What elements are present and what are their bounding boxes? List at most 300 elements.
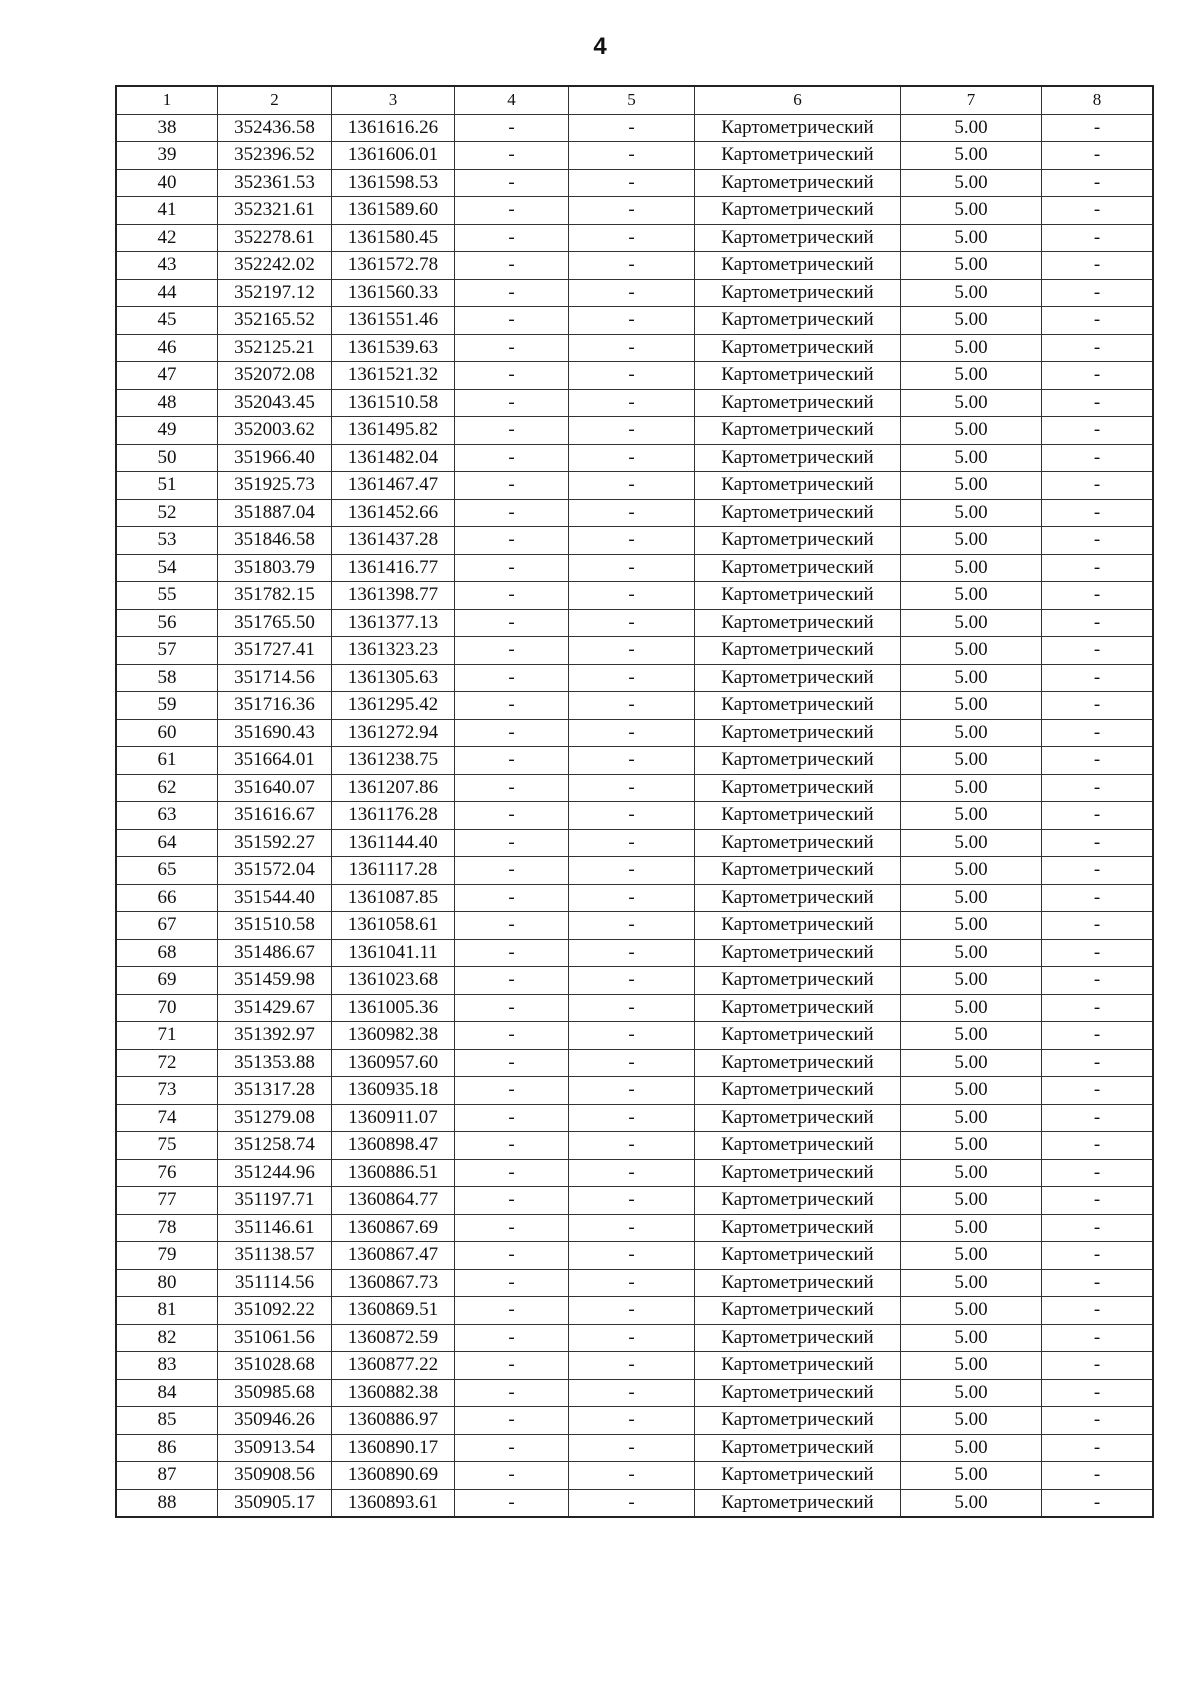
table-cell-col-5: - [569, 527, 695, 555]
table-cell-col-1: 62 [116, 774, 218, 802]
table-row [116, 307, 1153, 335]
table-row [116, 334, 1153, 362]
table-cell-col-8: - [1042, 1077, 1154, 1105]
table-cell-col-5: - [569, 334, 695, 362]
table-cell-col-7: 5.00 [901, 362, 1042, 390]
table-cell-col-2: 350905.17 [218, 1489, 332, 1517]
column-header-8: 8 [1042, 86, 1154, 114]
table-cell-col-4: - [455, 857, 569, 885]
table-cell-col-5: - [569, 1104, 695, 1132]
table-cell-col-7: 5.00 [901, 802, 1042, 830]
table-cell-col-1: 54 [116, 554, 218, 582]
table-cell-col-7: 5.00 [901, 1434, 1042, 1462]
table-cell-col-4: - [455, 1077, 569, 1105]
table-cell-col-6: Картометрический [695, 692, 901, 720]
table-cell-col-3: 1361117.28 [332, 857, 455, 885]
table-cell-col-8: - [1042, 444, 1154, 472]
table-cell-col-4: - [455, 719, 569, 747]
table-cell-col-3: 1360867.73 [332, 1269, 455, 1297]
table-cell-col-2: 351966.40 [218, 444, 332, 472]
table-cell-col-7: 5.00 [901, 939, 1042, 967]
table-cell-col-4: - [455, 1462, 569, 1490]
table-cell-col-7: 5.00 [901, 389, 1042, 417]
table-cell-col-8: - [1042, 362, 1154, 390]
table-cell-col-7: 5.00 [901, 1489, 1042, 1517]
table-row [116, 967, 1153, 995]
table-row [116, 389, 1153, 417]
table-cell-col-5: - [569, 417, 695, 445]
table-cell-col-3: 1361005.36 [332, 994, 455, 1022]
table-cell-col-5: - [569, 912, 695, 940]
table-cell-col-5: - [569, 884, 695, 912]
table-cell-col-5: - [569, 719, 695, 747]
table-cell-col-6: Картометрический [695, 857, 901, 885]
table-cell-col-1: 57 [116, 637, 218, 665]
table-cell-col-5: - [569, 1462, 695, 1490]
column-header-2: 2 [218, 86, 332, 114]
table-row [116, 884, 1153, 912]
table-cell-col-7: 5.00 [901, 417, 1042, 445]
table-cell-col-6: Картометрический [695, 1187, 901, 1215]
table-cell-col-1: 44 [116, 279, 218, 307]
table-cell-col-1: 66 [116, 884, 218, 912]
table-row [116, 197, 1153, 225]
table-cell-col-6: Картометрический [695, 1379, 901, 1407]
table-cell-col-8: - [1042, 774, 1154, 802]
table-cell-col-7: 5.00 [901, 747, 1042, 775]
table-cell-col-4: - [455, 1407, 569, 1435]
table-cell-col-4: - [455, 1159, 569, 1187]
table-cell-col-2: 351925.73 [218, 472, 332, 500]
table-row [116, 1489, 1153, 1517]
table-row [116, 252, 1153, 280]
table-cell-col-7: 5.00 [901, 527, 1042, 555]
table-cell-col-4: - [455, 1434, 569, 1462]
table-cell-col-3: 1361058.61 [332, 912, 455, 940]
table-cell-col-3: 1360869.51 [332, 1297, 455, 1325]
table-row [116, 472, 1153, 500]
table-row [116, 417, 1153, 445]
table-cell-col-1: 61 [116, 747, 218, 775]
table-cell-col-4: - [455, 224, 569, 252]
table-cell-col-8: - [1042, 912, 1154, 940]
table-row [116, 774, 1153, 802]
table-cell-col-3: 1361041.11 [332, 939, 455, 967]
table-cell-col-5: - [569, 554, 695, 582]
table-row [116, 637, 1153, 665]
table-cell-col-5: - [569, 1352, 695, 1380]
table-row [116, 1104, 1153, 1132]
table-cell-col-8: - [1042, 169, 1154, 197]
table-cell-col-3: 1361598.53 [332, 169, 455, 197]
table-cell-col-3: 1361377.13 [332, 609, 455, 637]
table-cell-col-3: 1361295.42 [332, 692, 455, 720]
table-cell-col-1: 49 [116, 417, 218, 445]
table-row [116, 1022, 1153, 1050]
table-cell-col-3: 1361323.23 [332, 637, 455, 665]
table-cell-col-8: - [1042, 1242, 1154, 1270]
table-cell-col-1: 47 [116, 362, 218, 390]
table-cell-col-4: - [455, 994, 569, 1022]
table-cell-col-3: 1360867.47 [332, 1242, 455, 1270]
table-cell-col-5: - [569, 1297, 695, 1325]
table-cell-col-7: 5.00 [901, 1132, 1042, 1160]
table-row [116, 829, 1153, 857]
table-cell-col-3: 1360982.38 [332, 1022, 455, 1050]
table-cell-col-6: Картометрический [695, 362, 901, 390]
table-cell-col-8: - [1042, 1132, 1154, 1160]
table-cell-col-3: 1360893.61 [332, 1489, 455, 1517]
table-cell-col-6: Картометрический [695, 582, 901, 610]
table-row [116, 1159, 1153, 1187]
table-cell-col-6: Картометрический [695, 1407, 901, 1435]
table-cell-col-3: 1361207.86 [332, 774, 455, 802]
table-cell-col-6: Картометрический [695, 499, 901, 527]
table-cell-col-2: 350946.26 [218, 1407, 332, 1435]
table-cell-col-4: - [455, 1242, 569, 1270]
table-cell-col-3: 1361023.68 [332, 967, 455, 995]
table-cell-col-8: - [1042, 939, 1154, 967]
table-cell-col-7: 5.00 [901, 1022, 1042, 1050]
table-cell-col-3: 1361589.60 [332, 197, 455, 225]
table-cell-col-6: Картометрический [695, 664, 901, 692]
table-cell-col-8: - [1042, 1159, 1154, 1187]
table-cell-col-3: 1361238.75 [332, 747, 455, 775]
table-row [116, 1049, 1153, 1077]
table-cell-col-2: 351197.71 [218, 1187, 332, 1215]
table-cell-col-4: - [455, 747, 569, 775]
table-cell-col-4: - [455, 307, 569, 335]
table-cell-col-6: Картометрический [695, 1324, 901, 1352]
table-cell-col-1: 56 [116, 609, 218, 637]
table-cell-col-8: - [1042, 664, 1154, 692]
table-cell-col-5: - [569, 994, 695, 1022]
table-cell-col-5: - [569, 1077, 695, 1105]
table-cell-col-2: 352242.02 [218, 252, 332, 280]
table-cell-col-4: - [455, 417, 569, 445]
table-cell-col-4: - [455, 829, 569, 857]
table-cell-col-6: Картометрический [695, 939, 901, 967]
table-row [116, 499, 1153, 527]
table-row [116, 444, 1153, 472]
table-cell-col-7: 5.00 [901, 1159, 1042, 1187]
table-cell-col-6: Картометрический [695, 1489, 901, 1517]
table-cell-col-4: - [455, 252, 569, 280]
table-cell-col-7: 5.00 [901, 609, 1042, 637]
table-cell-col-8: - [1042, 389, 1154, 417]
table-cell-col-1: 87 [116, 1462, 218, 1490]
table-cell-col-7: 5.00 [901, 224, 1042, 252]
table-cell-col-6: Картометрический [695, 224, 901, 252]
table-cell-col-3: 1360890.17 [332, 1434, 455, 1462]
table-cell-col-3: 1360872.59 [332, 1324, 455, 1352]
table-cell-col-4: - [455, 389, 569, 417]
table-cell-col-5: - [569, 774, 695, 802]
table-cell-col-8: - [1042, 967, 1154, 995]
table-cell-col-4: - [455, 499, 569, 527]
table-cell-col-4: - [455, 114, 569, 142]
table-cell-col-3: 1361539.63 [332, 334, 455, 362]
table-cell-col-2: 350985.68 [218, 1379, 332, 1407]
table-cell-col-5: - [569, 857, 695, 885]
table-cell-col-6: Картометрический [695, 444, 901, 472]
table-cell-col-1: 85 [116, 1407, 218, 1435]
table-cell-col-8: - [1042, 1214, 1154, 1242]
table-row [116, 362, 1153, 390]
table-cell-col-4: - [455, 1324, 569, 1352]
table-cell-col-7: 5.00 [901, 664, 1042, 692]
table-cell-col-4: - [455, 1352, 569, 1380]
table-cell-col-2: 351028.68 [218, 1352, 332, 1380]
table-cell-col-2: 351244.96 [218, 1159, 332, 1187]
table-row [116, 1379, 1153, 1407]
table-cell-col-8: - [1042, 1379, 1154, 1407]
table-cell-col-5: - [569, 747, 695, 775]
table-cell-col-5: - [569, 389, 695, 417]
table-cell-col-6: Картометрический [695, 1077, 901, 1105]
table-cell-col-3: 1360867.69 [332, 1214, 455, 1242]
table-cell-col-1: 42 [116, 224, 218, 252]
table-cell-col-1: 86 [116, 1434, 218, 1462]
table-cell-col-2: 351353.88 [218, 1049, 332, 1077]
table-cell-col-2: 352043.45 [218, 389, 332, 417]
table-header-row [116, 86, 1153, 114]
table-cell-col-5: - [569, 1132, 695, 1160]
table-cell-col-8: - [1042, 1104, 1154, 1132]
table-row [116, 224, 1153, 252]
coordinates-table [115, 85, 1154, 1518]
table-cell-col-7: 5.00 [901, 334, 1042, 362]
table-cell-col-3: 1361616.26 [332, 114, 455, 142]
table-cell-col-8: - [1042, 334, 1154, 362]
table-cell-col-8: - [1042, 1187, 1154, 1215]
table-cell-col-1: 46 [116, 334, 218, 362]
table-cell-col-6: Картометрический [695, 1352, 901, 1380]
table-row [116, 554, 1153, 582]
table-cell-col-6: Картометрический [695, 1242, 901, 1270]
table-cell-col-7: 5.00 [901, 1104, 1042, 1132]
table-cell-col-5: - [569, 829, 695, 857]
table-cell-col-7: 5.00 [901, 1379, 1042, 1407]
table-cell-col-7: 5.00 [901, 994, 1042, 1022]
table-cell-col-1: 70 [116, 994, 218, 1022]
table-cell-col-8: - [1042, 142, 1154, 170]
table-cell-col-2: 352396.52 [218, 142, 332, 170]
table-cell-col-4: - [455, 637, 569, 665]
table-cell-col-7: 5.00 [901, 692, 1042, 720]
table-cell-col-4: - [455, 472, 569, 500]
table-cell-col-6: Картометрический [695, 1049, 901, 1077]
table-cell-col-1: 75 [116, 1132, 218, 1160]
table-row [116, 169, 1153, 197]
table-cell-col-3: 1361572.78 [332, 252, 455, 280]
table-row [116, 1434, 1153, 1462]
table-cell-col-3: 1360957.60 [332, 1049, 455, 1077]
table-cell-col-1: 59 [116, 692, 218, 720]
table-cell-col-7: 5.00 [901, 1324, 1042, 1352]
table-cell-col-3: 1360886.51 [332, 1159, 455, 1187]
table-cell-col-7: 5.00 [901, 1462, 1042, 1490]
table-cell-col-5: - [569, 1187, 695, 1215]
table-cell-col-6: Картометрический [695, 829, 901, 857]
table-cell-col-2: 351887.04 [218, 499, 332, 527]
table-cell-col-3: 1360898.47 [332, 1132, 455, 1160]
table-cell-col-5: - [569, 802, 695, 830]
column-header-4: 4 [455, 86, 569, 114]
table-cell-col-5: - [569, 1407, 695, 1435]
table-cell-col-5: - [569, 142, 695, 170]
table-cell-col-2: 351317.28 [218, 1077, 332, 1105]
table-cell-col-8: - [1042, 1049, 1154, 1077]
table-cell-col-8: - [1042, 417, 1154, 445]
table-cell-col-8: - [1042, 802, 1154, 830]
table-row [116, 802, 1153, 830]
table-cell-col-1: 51 [116, 472, 218, 500]
table-cell-col-2: 351846.58 [218, 527, 332, 555]
table-cell-col-2: 351429.67 [218, 994, 332, 1022]
table-cell-col-2: 351803.79 [218, 554, 332, 582]
table-cell-col-4: - [455, 197, 569, 225]
table-cell-col-8: - [1042, 527, 1154, 555]
table-cell-col-3: 1361495.82 [332, 417, 455, 445]
table-cell-col-1: 77 [116, 1187, 218, 1215]
table-cell-col-1: 39 [116, 142, 218, 170]
table-cell-col-3: 1361580.45 [332, 224, 455, 252]
table-cell-col-7: 5.00 [901, 884, 1042, 912]
table-row [116, 142, 1153, 170]
table-cell-col-8: - [1042, 692, 1154, 720]
table-cell-col-2: 351486.67 [218, 939, 332, 967]
table-cell-col-1: 68 [116, 939, 218, 967]
table-cell-col-8: - [1042, 884, 1154, 912]
table-cell-col-6: Картометрический [695, 114, 901, 142]
table-cell-col-4: - [455, 664, 569, 692]
table-cell-col-5: - [569, 1214, 695, 1242]
table-cell-col-2: 352165.52 [218, 307, 332, 335]
table-cell-col-6: Картометрический [695, 1269, 901, 1297]
table-cell-col-8: - [1042, 1324, 1154, 1352]
table-cell-col-8: - [1042, 637, 1154, 665]
table-cell-col-4: - [455, 939, 569, 967]
table-cell-col-3: 1360911.07 [332, 1104, 455, 1132]
table-cell-col-4: - [455, 169, 569, 197]
table-cell-col-5: - [569, 1269, 695, 1297]
table-cell-col-2: 352003.62 [218, 417, 332, 445]
column-header-1: 1 [116, 86, 218, 114]
table-cell-col-2: 351459.98 [218, 967, 332, 995]
table-cell-col-2: 351258.74 [218, 1132, 332, 1160]
table-cell-col-4: - [455, 1214, 569, 1242]
table-cell-col-6: Картометрический [695, 802, 901, 830]
table-row [116, 114, 1153, 142]
table-cell-col-7: 5.00 [901, 114, 1042, 142]
table-cell-col-6: Картометрический [695, 527, 901, 555]
table-cell-col-7: 5.00 [901, 554, 1042, 582]
table-cell-col-5: - [569, 499, 695, 527]
table-cell-col-6: Картометрический [695, 719, 901, 747]
table-row [116, 279, 1153, 307]
table-cell-col-7: 5.00 [901, 1407, 1042, 1435]
table-cell-col-7: 5.00 [901, 912, 1042, 940]
table-cell-col-6: Картометрический [695, 994, 901, 1022]
table-cell-col-7: 5.00 [901, 472, 1042, 500]
table-cell-col-4: - [455, 362, 569, 390]
table-cell-col-8: - [1042, 1269, 1154, 1297]
table-cell-col-8: - [1042, 1352, 1154, 1380]
table-cell-col-1: 41 [116, 197, 218, 225]
table-cell-col-8: - [1042, 582, 1154, 610]
table-cell-col-4: - [455, 554, 569, 582]
table-cell-col-2: 351616.67 [218, 802, 332, 830]
table-cell-col-1: 69 [116, 967, 218, 995]
table-cell-col-1: 64 [116, 829, 218, 857]
table-cell-col-7: 5.00 [901, 444, 1042, 472]
table-cell-col-2: 352125.21 [218, 334, 332, 362]
table-cell-col-2: 351510.58 [218, 912, 332, 940]
table-cell-col-5: - [569, 472, 695, 500]
table-row [116, 1324, 1153, 1352]
table-cell-col-8: - [1042, 224, 1154, 252]
table-cell-col-3: 1360935.18 [332, 1077, 455, 1105]
table-cell-col-8: - [1042, 719, 1154, 747]
table-cell-col-5: - [569, 197, 695, 225]
table-cell-col-1: 81 [116, 1297, 218, 1325]
table-cell-col-2: 352197.12 [218, 279, 332, 307]
table-cell-col-1: 76 [116, 1159, 218, 1187]
table-cell-col-1: 67 [116, 912, 218, 940]
column-header-5: 5 [569, 86, 695, 114]
table-cell-col-3: 1361087.85 [332, 884, 455, 912]
table-cell-col-2: 351392.97 [218, 1022, 332, 1050]
table-cell-col-6: Картометрический [695, 197, 901, 225]
page-number: 4 [593, 33, 607, 60]
table-cell-col-8: - [1042, 609, 1154, 637]
table-cell-col-4: - [455, 1269, 569, 1297]
table-cell-col-8: - [1042, 994, 1154, 1022]
table-cell-col-6: Картометрический [695, 252, 901, 280]
table-cell-col-7: 5.00 [901, 1077, 1042, 1105]
table-cell-col-1: 83 [116, 1352, 218, 1380]
table-cell-col-7: 5.00 [901, 279, 1042, 307]
table-cell-col-6: Картометрический [695, 912, 901, 940]
table-cell-col-6: Картометрический [695, 169, 901, 197]
table-cell-col-5: - [569, 582, 695, 610]
table-cell-col-2: 352072.08 [218, 362, 332, 390]
table-cell-col-1: 53 [116, 527, 218, 555]
table-cell-col-8: - [1042, 554, 1154, 582]
table-cell-col-5: - [569, 279, 695, 307]
table-cell-col-5: - [569, 1049, 695, 1077]
table-row [116, 939, 1153, 967]
table-cell-col-2: 351664.01 [218, 747, 332, 775]
table-cell-col-5: - [569, 252, 695, 280]
table-cell-col-7: 5.00 [901, 1352, 1042, 1380]
table-cell-col-1: 80 [116, 1269, 218, 1297]
table-cell-col-2: 351092.22 [218, 1297, 332, 1325]
table-cell-col-3: 1361482.04 [332, 444, 455, 472]
table-cell-col-5: - [569, 114, 695, 142]
table-cell-col-6: Картометрический [695, 554, 901, 582]
table-cell-col-5: - [569, 939, 695, 967]
table-cell-col-2: 351640.07 [218, 774, 332, 802]
table-cell-col-7: 5.00 [901, 1242, 1042, 1270]
table-cell-col-2: 351727.41 [218, 637, 332, 665]
table-row [116, 747, 1153, 775]
table-row [116, 1132, 1153, 1160]
table-cell-col-6: Картометрический [695, 1022, 901, 1050]
table-cell-col-2: 352321.61 [218, 197, 332, 225]
table-cell-col-1: 63 [116, 802, 218, 830]
